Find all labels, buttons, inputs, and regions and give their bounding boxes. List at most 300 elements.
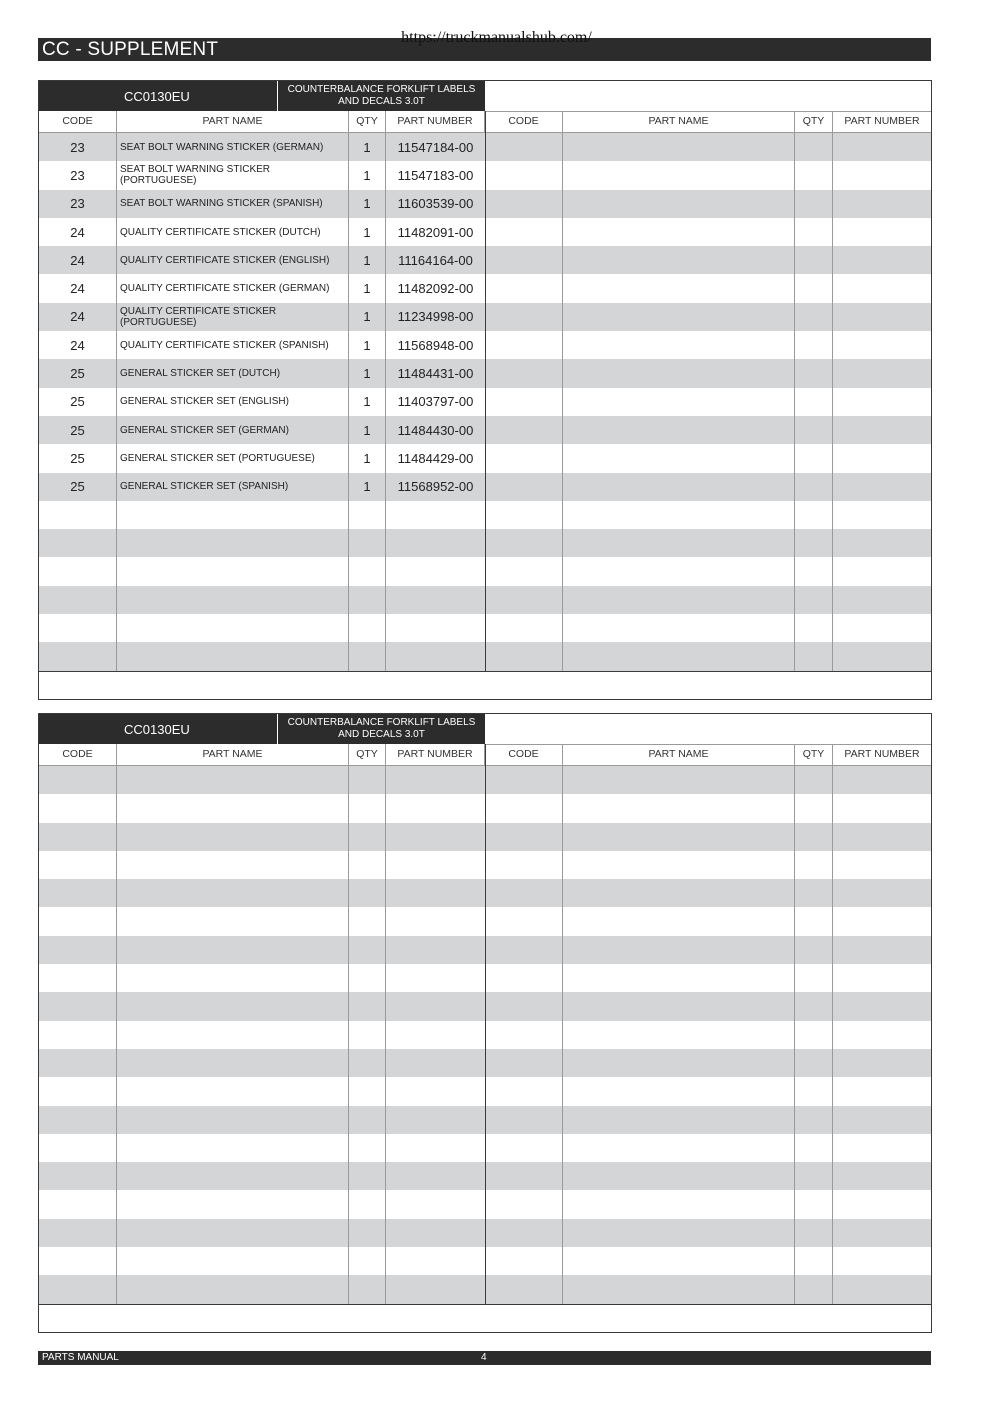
cell-code: 24 — [39, 303, 117, 331]
cell-qty — [795, 992, 833, 1020]
table-center-divider — [485, 111, 486, 671]
table-code: CC0130EU — [124, 89, 190, 104]
cell-qty — [795, 907, 833, 935]
page-number: 4 — [481, 1352, 487, 1363]
column-header-part-name: PART NAME — [117, 744, 349, 765]
column-header-qty: QTY — [349, 744, 386, 765]
cell-part-name — [117, 879, 349, 907]
cell-part-name — [563, 1106, 795, 1134]
table-title: COUNTERBALANCE FORKLIFT LABELS AND DECALS 3.0T — [278, 81, 485, 111]
cell-code — [39, 1219, 117, 1247]
cell-part-number — [833, 218, 931, 246]
cell-part-name — [117, 823, 349, 851]
cell-part-name — [563, 794, 795, 822]
table-header-blank — [485, 81, 931, 112]
cell-qty: 1 — [349, 359, 386, 387]
cell-part-name — [117, 1134, 349, 1162]
cell-code — [485, 1021, 563, 1049]
cell-qty — [349, 879, 386, 907]
cell-qty — [795, 766, 833, 794]
column-header-part-number: PART NUMBER — [844, 115, 920, 127]
cell-qty — [349, 823, 386, 851]
cell-part-name — [117, 1247, 349, 1275]
cell-qty — [795, 1162, 833, 1190]
cell-part-number — [833, 444, 931, 472]
cell-code — [39, 1247, 117, 1275]
cell-code — [485, 303, 563, 331]
cell-part-number — [833, 416, 931, 444]
cell-code — [39, 1049, 117, 1077]
cell-code — [39, 992, 117, 1020]
cell-qty — [795, 851, 833, 879]
cell-part-number — [833, 642, 931, 670]
cell-part-number — [833, 501, 931, 529]
column-header-code: CODE — [39, 111, 117, 132]
cell-part-number — [833, 1049, 931, 1077]
cell-part-number — [386, 1247, 485, 1275]
cell-part-name — [117, 766, 349, 794]
cell-qty: 1 — [349, 161, 386, 189]
cell-code — [485, 501, 563, 529]
column-header-qty: QTY — [795, 111, 833, 132]
cell-part-number — [833, 936, 931, 964]
cell-part-number — [386, 766, 485, 794]
cell-part-name — [563, 879, 795, 907]
cell-qty — [349, 936, 386, 964]
cell-qty — [795, 614, 833, 642]
table-title: COUNTERBALANCE FORKLIFT LABELS AND DECALS 3.0T — [278, 714, 485, 744]
cell-part-name — [563, 303, 795, 331]
cell-part-number — [386, 586, 485, 614]
cell-part-number — [386, 1190, 485, 1218]
cell-part-name — [563, 936, 795, 964]
cell-qty — [795, 190, 833, 218]
cell-code: 25 — [39, 416, 117, 444]
cell-code: 25 — [39, 359, 117, 387]
cell-qty — [795, 1275, 833, 1303]
cell-part-name — [117, 851, 349, 879]
cell-code: 24 — [39, 246, 117, 274]
cell-code — [485, 936, 563, 964]
cell-code — [39, 766, 117, 794]
cell-part-number — [833, 190, 931, 218]
cell-part-number — [833, 1190, 931, 1218]
cell-code: 24 — [39, 218, 117, 246]
column-header-part-name: PART NAME — [563, 111, 795, 132]
cell-qty — [349, 529, 386, 557]
cell-qty — [349, 557, 386, 585]
column-header-code: CODE — [485, 111, 563, 132]
cell-part-name: SEAT BOLT WARNING STICKER (PORTUGUESE) — [117, 161, 349, 189]
cell-part-number — [386, 1106, 485, 1134]
cell-qty — [795, 529, 833, 557]
cell-part-name — [563, 331, 795, 359]
cell-part-name — [117, 1275, 349, 1303]
cell-part-name — [563, 614, 795, 642]
cell-part-name — [117, 1106, 349, 1134]
cell-qty: 1 — [349, 416, 386, 444]
cell-code — [485, 444, 563, 472]
cell-part-number: 11403797-00 — [397, 394, 474, 410]
cell-part-name — [563, 388, 795, 416]
cell-code — [39, 1077, 117, 1105]
cell-part-name — [563, 444, 795, 472]
cell-qty: 1 — [349, 274, 386, 302]
cell-part-number — [833, 794, 931, 822]
section-title: CC - SUPPLEMENT — [42, 39, 219, 60]
cell-part-number — [386, 1162, 485, 1190]
table-header-blank — [485, 714, 931, 745]
column-header-code: CODE — [485, 744, 563, 765]
cell-part-name — [563, 823, 795, 851]
cell-part-number — [386, 1275, 485, 1303]
cell-part-number: 11164164-00 — [398, 252, 473, 268]
cell-part-number — [833, 1077, 931, 1105]
watermark-url[interactable]: https://truckmanualshub.com/ — [401, 29, 592, 46]
cell-code — [39, 1190, 117, 1218]
cell-qty — [795, 642, 833, 670]
cell-part-name: GENERAL STICKER SET (ENGLISH) — [117, 388, 349, 416]
cell-part-number — [833, 1162, 931, 1190]
cell-code: 25 — [39, 473, 117, 501]
cell-part-number — [833, 1275, 931, 1303]
cell-qty — [795, 388, 833, 416]
cell-part-name: GENERAL STICKER SET (SPANISH) — [117, 473, 349, 501]
cell-part-name — [117, 992, 349, 1020]
cell-part-number — [833, 1021, 931, 1049]
cell-code — [485, 992, 563, 1020]
cell-qty — [349, 501, 386, 529]
cell-code — [39, 1134, 117, 1162]
cell-code — [485, 1077, 563, 1105]
cell-part-name — [117, 642, 349, 670]
cell-qty: 1 — [349, 388, 386, 416]
column-header-part-number: PART NUMBER — [386, 744, 485, 765]
cell-qty — [795, 1134, 833, 1162]
cell-code: 23 — [39, 190, 117, 218]
cell-code — [485, 851, 563, 879]
cell-code — [485, 331, 563, 359]
cell-part-number: 11234998-00 — [397, 309, 474, 325]
cell-part-number — [833, 879, 931, 907]
cell-code — [39, 794, 117, 822]
cell-part-number — [833, 992, 931, 1020]
cell-part-name — [563, 133, 795, 161]
cell-part-name: SEAT BOLT WARNING STICKER (SPANISH) — [117, 190, 349, 218]
cell-code — [485, 274, 563, 302]
cell-part-number — [833, 473, 931, 501]
cell-qty: 1 — [349, 133, 386, 161]
cell-part-name — [117, 614, 349, 642]
cell-code — [485, 879, 563, 907]
cell-part-number — [833, 907, 931, 935]
cell-part-name — [563, 1190, 795, 1218]
column-header-part-name: PART NAME — [117, 111, 349, 132]
cell-part-name — [563, 416, 795, 444]
cell-qty — [795, 936, 833, 964]
cell-code — [485, 766, 563, 794]
cell-code — [39, 501, 117, 529]
cell-part-number — [386, 992, 485, 1020]
cell-part-name: QUALITY CERTIFICATE STICKER (GERMAN) — [117, 274, 349, 302]
cell-code — [39, 851, 117, 879]
cell-part-number — [386, 964, 485, 992]
cell-part-name: QUALITY CERTIFICATE STICKER (ENGLISH) — [117, 246, 349, 274]
cell-code — [39, 964, 117, 992]
cell-qty — [795, 1219, 833, 1247]
cell-qty — [349, 642, 386, 670]
cell-part-name — [563, 218, 795, 246]
cell-code — [485, 1106, 563, 1134]
cell-qty — [349, 766, 386, 794]
cell-part-name — [563, 1049, 795, 1077]
cell-qty — [795, 823, 833, 851]
cell-code — [39, 936, 117, 964]
cell-qty — [349, 614, 386, 642]
cell-code — [39, 586, 117, 614]
cell-part-number — [386, 557, 485, 585]
cell-part-name — [117, 529, 349, 557]
cell-part-name: QUALITY CERTIFICATE STICKER (PORTUGUESE) — [117, 303, 349, 331]
cell-qty — [795, 794, 833, 822]
cell-part-number — [833, 1134, 931, 1162]
cell-part-name — [117, 964, 349, 992]
cell-qty — [795, 303, 833, 331]
cell-part-number: 11484431-00 — [397, 366, 474, 382]
cell-code — [485, 794, 563, 822]
cell-qty — [349, 964, 386, 992]
cell-qty — [795, 1049, 833, 1077]
cell-qty — [349, 1219, 386, 1247]
table-code-header — [39, 81, 277, 111]
cell-code — [485, 218, 563, 246]
cell-code — [485, 388, 563, 416]
cell-part-name — [563, 851, 795, 879]
cell-part-name: QUALITY CERTIFICATE STICKER (DUTCH) — [117, 218, 349, 246]
cell-part-number — [386, 879, 485, 907]
cell-code — [485, 133, 563, 161]
cell-part-number — [833, 303, 931, 331]
cell-part-name — [117, 1190, 349, 1218]
cell-part-name — [563, 907, 795, 935]
cell-qty — [349, 1077, 386, 1105]
cell-part-number — [833, 359, 931, 387]
cell-qty — [795, 133, 833, 161]
cell-part-name — [563, 1077, 795, 1105]
cell-qty — [795, 1247, 833, 1275]
cell-part-name — [563, 473, 795, 501]
table-code: CC0130EU — [124, 722, 190, 737]
cell-part-name — [563, 1275, 795, 1303]
cell-part-number: 11484429-00 — [397, 450, 474, 466]
cell-qty — [795, 416, 833, 444]
cell-qty — [349, 1162, 386, 1190]
cell-code: 24 — [39, 274, 117, 302]
cell-part-number — [833, 1106, 931, 1134]
cell-part-number: 11482091-00 — [397, 224, 474, 240]
cell-part-number — [386, 851, 485, 879]
cell-qty — [349, 907, 386, 935]
cell-code — [39, 529, 117, 557]
cell-part-name — [563, 161, 795, 189]
cell-code — [39, 1162, 117, 1190]
cell-code — [485, 161, 563, 189]
cell-part-name — [563, 557, 795, 585]
cell-code — [485, 823, 563, 851]
cell-code — [485, 964, 563, 992]
cell-qty — [349, 1134, 386, 1162]
cell-code — [39, 823, 117, 851]
cell-part-name — [563, 1134, 795, 1162]
cell-part-number — [833, 557, 931, 585]
cell-part-number — [833, 388, 931, 416]
cell-code: 23 — [39, 133, 117, 161]
cell-qty — [795, 161, 833, 189]
cell-code — [485, 359, 563, 387]
cell-code — [39, 1106, 117, 1134]
cell-qty — [795, 501, 833, 529]
cell-qty: 1 — [349, 303, 386, 331]
cell-part-number — [833, 161, 931, 189]
cell-code: 25 — [39, 444, 117, 472]
cell-code — [485, 907, 563, 935]
cell-qty — [349, 851, 386, 879]
cell-part-name: QUALITY CERTIFICATE STICKER (SPANISH) — [117, 331, 349, 359]
cell-qty — [795, 1106, 833, 1134]
cell-code — [39, 1021, 117, 1049]
cell-part-name — [117, 1162, 349, 1190]
cell-part-number — [386, 936, 485, 964]
cell-part-number — [386, 823, 485, 851]
cell-qty — [795, 473, 833, 501]
column-header-qty: QTY — [349, 111, 386, 132]
cell-part-name — [117, 794, 349, 822]
table-footer-divider — [39, 1304, 931, 1305]
cell-qty — [795, 274, 833, 302]
cell-part-number — [833, 529, 931, 557]
cell-qty — [349, 1275, 386, 1303]
cell-code — [485, 190, 563, 218]
cell-code — [39, 642, 117, 670]
cell-part-number: 11547183-00 — [397, 167, 474, 183]
cell-code — [39, 1275, 117, 1303]
cell-part-name — [563, 529, 795, 557]
cell-code — [485, 529, 563, 557]
cell-part-name — [117, 1021, 349, 1049]
table-code-header — [39, 714, 277, 744]
parts-table-2 — [38, 713, 932, 1333]
cell-qty — [795, 1190, 833, 1218]
cell-qty — [349, 1049, 386, 1077]
cell-code — [485, 614, 563, 642]
cell-qty — [349, 586, 386, 614]
cell-code — [485, 586, 563, 614]
cell-part-number — [833, 964, 931, 992]
cell-part-name — [563, 501, 795, 529]
cell-code — [485, 473, 563, 501]
parts-table-1 — [38, 80, 932, 700]
cell-code — [485, 246, 563, 274]
cell-part-number: 11568952-00 — [397, 479, 474, 495]
cell-part-name — [117, 557, 349, 585]
cell-part-number — [833, 823, 931, 851]
cell-part-number — [833, 614, 931, 642]
cell-code — [485, 1247, 563, 1275]
cell-qty — [349, 1190, 386, 1218]
column-header-part-number: PART NUMBER — [844, 748, 920, 760]
cell-part-name — [563, 964, 795, 992]
cell-part-name — [563, 1021, 795, 1049]
cell-code — [485, 557, 563, 585]
cell-part-number — [833, 133, 931, 161]
cell-part-name: GENERAL STICKER SET (PORTUGUESE) — [117, 444, 349, 472]
cell-code: 25 — [39, 388, 117, 416]
cell-part-number: 11482092-00 — [397, 281, 474, 297]
cell-part-name — [563, 1162, 795, 1190]
cell-code — [485, 1049, 563, 1077]
cell-code — [485, 642, 563, 670]
cell-qty — [795, 359, 833, 387]
cell-part-number — [833, 851, 931, 879]
cell-part-name — [117, 586, 349, 614]
cell-part-number — [833, 331, 931, 359]
cell-qty — [795, 1021, 833, 1049]
cell-part-number — [386, 614, 485, 642]
footer-manual-label: PARTS MANUAL — [42, 1352, 119, 1363]
cell-part-name — [117, 1077, 349, 1105]
column-header-part-name: PART NAME — [563, 744, 795, 765]
column-header-part-number: PART NUMBER — [386, 111, 485, 132]
cell-part-number: 11484430-00 — [397, 422, 474, 438]
cell-code: 24 — [39, 331, 117, 359]
cell-qty — [795, 1077, 833, 1105]
cell-part-number — [386, 794, 485, 822]
table-footer-divider — [39, 671, 931, 672]
cell-part-name — [117, 1049, 349, 1077]
cell-qty — [349, 992, 386, 1020]
cell-part-name: GENERAL STICKER SET (GERMAN) — [117, 416, 349, 444]
cell-qty: 1 — [349, 331, 386, 359]
cell-part-number — [833, 246, 931, 274]
cell-qty — [795, 964, 833, 992]
cell-qty: 1 — [349, 473, 386, 501]
cell-part-name — [563, 246, 795, 274]
footer-bar — [38, 1351, 931, 1365]
cell-part-number — [386, 501, 485, 529]
cell-code — [485, 1275, 563, 1303]
cell-part-number — [386, 907, 485, 935]
cell-part-number — [833, 766, 931, 794]
cell-part-number — [386, 1219, 485, 1247]
cell-qty — [349, 794, 386, 822]
cell-code — [39, 557, 117, 585]
cell-qty — [795, 444, 833, 472]
cell-qty — [795, 557, 833, 585]
cell-part-number — [386, 529, 485, 557]
cell-code — [39, 614, 117, 642]
cell-part-number: 11547184-00 — [397, 139, 474, 155]
cell-qty — [795, 218, 833, 246]
column-header-code: CODE — [39, 744, 117, 765]
cell-part-name: GENERAL STICKER SET (DUTCH) — [117, 359, 349, 387]
cell-qty — [795, 586, 833, 614]
cell-qty: 1 — [349, 246, 386, 274]
cell-part-name — [563, 642, 795, 670]
cell-part-name — [563, 766, 795, 794]
cell-part-number: 11568948-00 — [397, 337, 474, 353]
cell-qty: 1 — [349, 218, 386, 246]
cell-part-number — [386, 642, 485, 670]
